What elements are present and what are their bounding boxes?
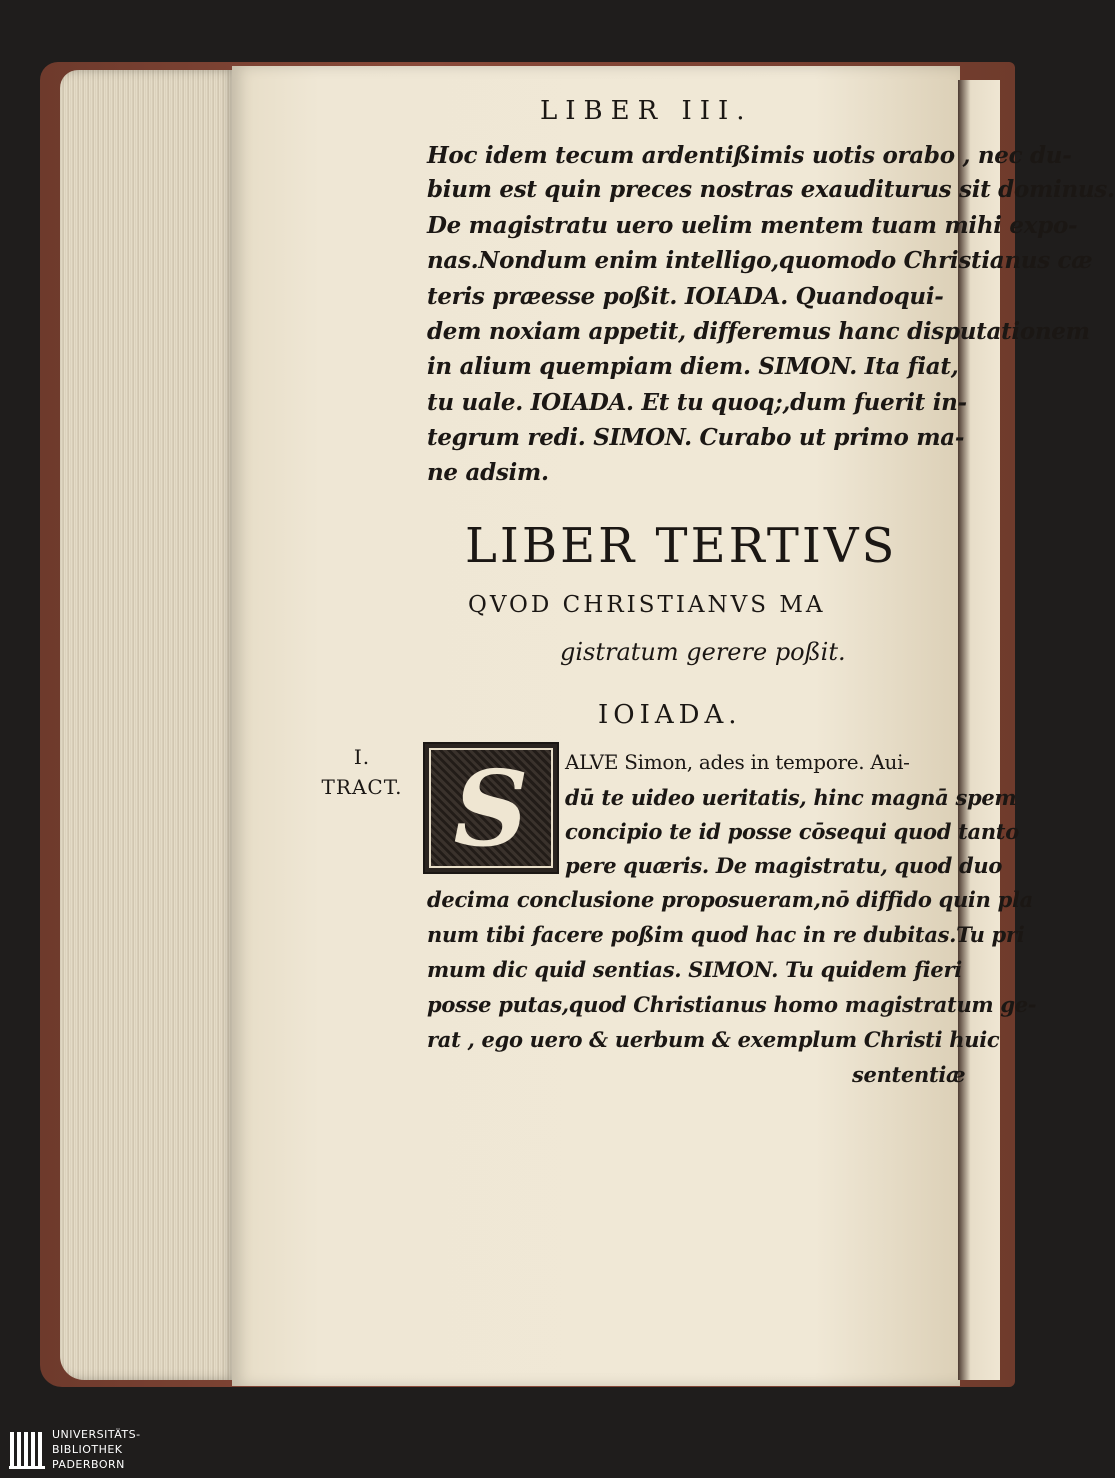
text-line: dū te uideo ueritatis, hinc magnā spem	[565, 785, 1017, 810]
library-name-line: PADERBORN	[52, 1458, 125, 1471]
text-line: teris præesse poßit. IOIADA. Quandoqui-	[427, 283, 944, 310]
text-line: concipio te id posse cōsequi quod tanto	[565, 819, 1019, 844]
text-line: pere quæris. De magistratu, quod duo	[565, 853, 1003, 878]
text-line: tu uale. IOIADA. Et tu quoq;,dum fuerit in-	[427, 389, 967, 416]
text-line: Hoc idem tecum ardentißimis uotis orabo , nec du-	[427, 142, 1072, 169]
text-line: ALVE Simon, ades in tempore. Aui-	[565, 750, 910, 774]
text-line: in alium quempiam diem. SIMON. Ita fiat,	[427, 353, 959, 380]
library-name	[52, 1427, 141, 1472]
running-head: LIBER III.	[540, 96, 753, 126]
text-line: decima conclusione proposueram,nō diffido quin pla	[427, 887, 1033, 912]
text-line: num tibi facere poßim quod hac in re dubitas.Tu pri	[427, 922, 1025, 947]
text-line: dem noxiam appetit, differemus hanc disputationem	[427, 318, 1090, 345]
next-page-edge	[958, 80, 1000, 1380]
chapter-subtitle-continued: gistratum gerere poßit.	[560, 638, 846, 666]
library-name-line: BIBLIOTHEK	[52, 1443, 123, 1456]
decorated-initial	[423, 742, 559, 874]
library-logo-icon	[8, 1426, 48, 1472]
text-line: De magistratu uero uelim mentem tuam mihi expo-	[427, 212, 1078, 239]
margin-note-label: TRACT.	[321, 775, 403, 799]
margin-note	[302, 742, 422, 802]
chapter-subtitle: QVOD CHRISTIANVS MA	[468, 592, 826, 618]
speaker-heading: IOIADA.	[598, 700, 742, 730]
margin-note-number: I.	[353, 745, 371, 769]
text-line: nas.Nondum enim intelligo,quomodo Christianus cæ	[427, 247, 1093, 274]
text-line: bium est quin preces nostras exauditurus sit dominus.	[427, 176, 1115, 203]
text-line: tegrum redi. SIMON. Curabo ut primo ma-	[427, 424, 965, 451]
text-line: rat , ego uero & uerbum & exemplum Christi huic	[427, 1027, 1000, 1052]
text-line: posse putas,quod Christianus homo magistratum ge-	[427, 992, 1037, 1017]
library-name-line: UNIVERSITÄTS-	[52, 1428, 141, 1441]
text-line: ne adsim.	[427, 459, 549, 486]
text-line: mum dic quid sentias. SIMON. Tu quidem fieri	[427, 957, 962, 982]
page-fore-edge	[60, 70, 236, 1380]
initial-letter: S	[429, 748, 553, 868]
catchword: sententiæ	[852, 1062, 966, 1087]
book-title: LIBER TERTIVS	[465, 518, 898, 574]
